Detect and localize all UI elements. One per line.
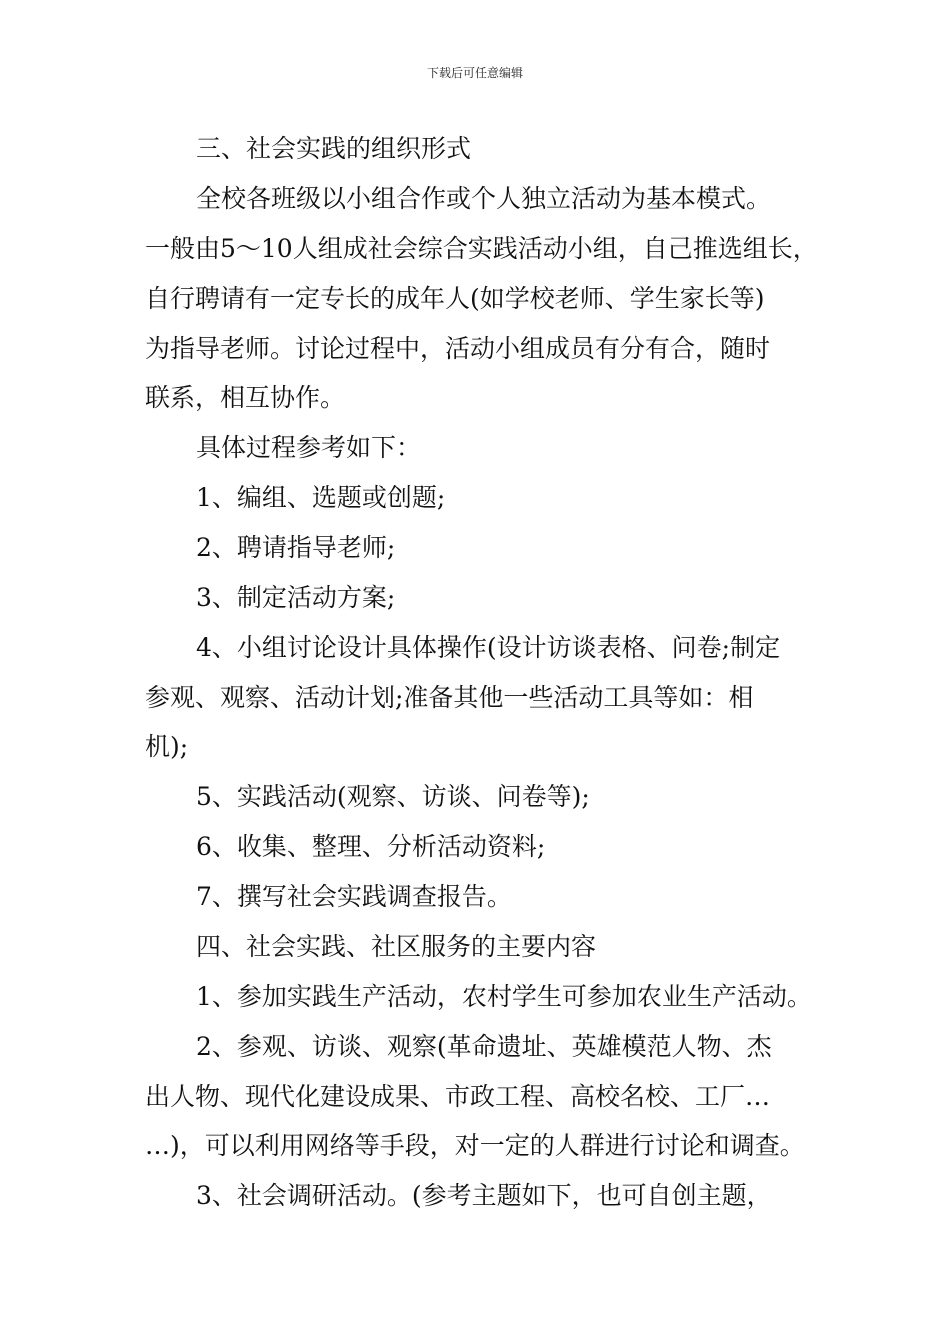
paragraph-line: 联系，相互协作。 [145,383,346,412]
paragraph-line: 为指导老师。讨论过程中，活动小组成员有分有合，随时 [145,334,771,363]
list-item: 4、小组讨论设计具体操作(设计访谈表格、问卷;制定 [196,633,781,662]
paragraph-line: 自行聘请有一定专长的成年人(如学校老师、学生家长等) [145,284,765,313]
list-item: 2、参观、访谈、观察(革命遗址、英雄模范人物、杰 [196,1032,772,1061]
list-item: 5、实践活动(观察、访谈、问卷等); [196,782,590,811]
list-item-continuation: 参观、观察、活动计划;准备其他一些活动工具等如：相 [145,683,754,712]
section-heading-3: 三、社会实践的组织形式 [196,134,472,163]
list-item: 3、制定活动方案; [196,583,396,612]
list-item-continuation: …)，可以利用网络等手段，对一定的人群进行讨论和调查。 [145,1131,805,1160]
paragraph-line: 具体过程参考如下： [196,433,422,462]
list-item-continuation: 出人物、现代化建设成果、市政工程、高校名校、工厂… [145,1082,771,1111]
list-item-continuation: 机); [145,732,189,761]
list-item: 1、参加实践生产活动，农村学生可参加农业生产活动。 [196,982,812,1011]
list-item: 2、聘请指导老师; [196,533,396,562]
page-header: 下载后可任意编辑 [426,66,523,80]
list-item: 1、编组、选题或创题; [196,483,446,512]
section-heading-4: 四、社会实践、社区服务的主要内容 [196,932,597,961]
paragraph-line: 一般由5～10人组成社会综合实践活动小组，自己推选组长， [145,234,818,263]
paragraph-line: 全校各班级以小组合作或个人独立活动为基本模式。 [196,184,772,213]
list-item: 3、社会调研活动。(参考主题如下，也可自创主题， [196,1181,772,1210]
list-item: 6、收集、整理、分析活动资料; [196,832,546,861]
list-item: 7、撰写社会实践调查报告。 [196,882,512,911]
